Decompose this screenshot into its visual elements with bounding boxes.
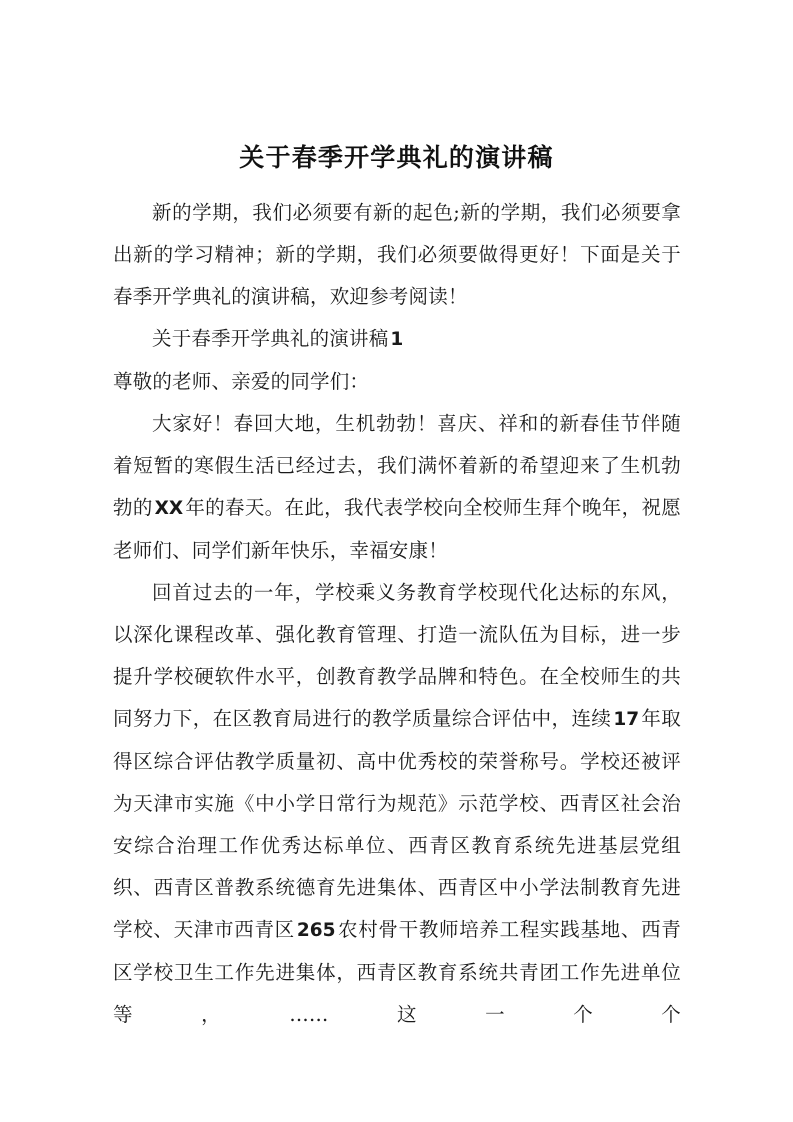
greeting-text-after-year: 年的春天。在此，我代表学校向全校师生拜个晚年，祝愿老师们、同学们新年快乐，幸福安康！: [113, 496, 681, 562]
greeting-text-before-year: 大家好！春回大地，生机勃勃！喜庆、祥和的新春佳节伴随着短暂的寒假生活已经过去，我们满怀着新的希望迎来了生机勃勃的: [113, 412, 681, 519]
greeting-year-placeholder: XX: [154, 498, 184, 519]
review-text-after-265: 农村骨干教师培养工程实践基地、西青区学校卫生工作先进集体，西青区教育系统共青团工作先进单位等，……这一个个: [113, 918, 681, 1026]
page-title-text: 关于春季开学典礼的演讲稿: [239, 142, 554, 172]
review-number-17: 17: [613, 709, 640, 730]
review-text-before-17: 回首过去的一年，学校乘义务教育学校现代化达标的东风，以深化课程改革、强化教育管理、打造一流队伍为目标，进一步提升学校硬软件水平，创教育教学品牌和特色。在全校师生的共同努力下，在区教育局进行的教学质量综合评估中，连续: [113, 581, 681, 730]
salutation-text: 尊敬的老师、亲爱的同学们：: [113, 370, 370, 393]
page-title: [0, 141, 793, 175]
paragraph-review: [113, 572, 681, 1078]
section-heading-1-number: 1: [390, 329, 404, 350]
section-heading-1-text: 关于春季开学典礼的演讲稿: [152, 327, 389, 350]
document-body: [113, 192, 681, 1078]
paragraph-intro-text: 新的学期，我们必须要有新的起色;新的学期，我们必须要拿出新的学习精神；新的学期，我们必须要做得更好！下面是关于春季开学典礼的演讲稿，欢迎参考阅读！: [113, 201, 681, 308]
review-number-265: 265: [296, 920, 336, 941]
paragraph-section-heading-1: [113, 318, 681, 361]
paragraph-salutation: [113, 361, 681, 403]
paragraph-greeting: [113, 403, 681, 572]
paragraph-intro: [113, 192, 681, 318]
review-text-after-17: 年取得区综合评估教学质量初、高中优秀校的荣誉称号。学校还被评为天津市实施《中小学日常行为规范》示范学校、西青区社会治安综合治理工作优秀达标单位、西青区教育系统先进基层党组织、西青区普教系统德育先进集体、西青区中小学法制教育先进学校、天津市西青区: [113, 707, 681, 941]
